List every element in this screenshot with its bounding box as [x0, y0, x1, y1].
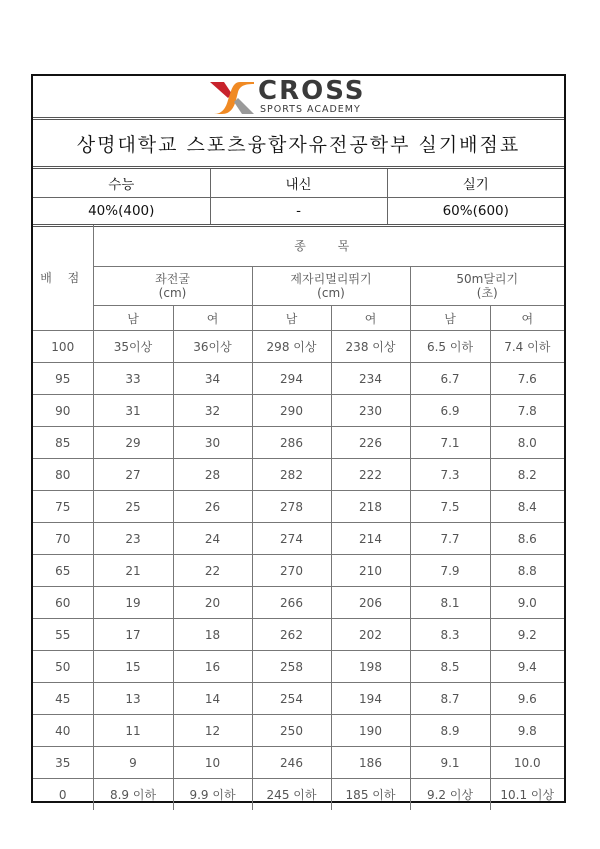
- sex-header: 여: [173, 306, 252, 331]
- table-row: [33, 587, 564, 619]
- score-sheet: [31, 74, 566, 803]
- record-cell: 202: [331, 619, 410, 651]
- score-cell: 85: [33, 427, 93, 459]
- category-header: 종 목: [93, 225, 564, 267]
- record-cell: 7.6: [490, 363, 564, 395]
- sex-header: 남: [410, 306, 490, 331]
- record-cell: 6.7: [410, 363, 490, 395]
- ratio-header-naesin: 내신: [210, 169, 387, 198]
- table-row: [33, 491, 564, 523]
- record-cell: 222: [331, 459, 410, 491]
- record-cell: 25: [93, 491, 173, 523]
- record-cell: 270: [252, 555, 331, 587]
- ratio-header-suneung: 수능: [33, 169, 210, 198]
- record-cell: 7.5: [410, 491, 490, 523]
- record-cell: 9.9 이하: [173, 779, 252, 811]
- record-cell: 13: [93, 683, 173, 715]
- record-cell: 210: [331, 555, 410, 587]
- record-cell: 23: [93, 523, 173, 555]
- event-header-row: [33, 267, 564, 306]
- record-cell: 8.1: [410, 587, 490, 619]
- event-name: 50m달리기: [456, 272, 519, 286]
- record-cell: 32: [173, 395, 252, 427]
- table-row: [33, 523, 564, 555]
- record-cell: 10.0: [490, 747, 564, 779]
- record-cell: 7.1: [410, 427, 490, 459]
- event-header-sit-and-reach: [93, 267, 252, 306]
- record-cell: 21: [93, 555, 173, 587]
- record-cell: 8.4: [490, 491, 564, 523]
- sex-header: 여: [490, 306, 564, 331]
- record-cell: 9.2: [490, 619, 564, 651]
- record-cell: 27: [93, 459, 173, 491]
- record-cell: 282: [252, 459, 331, 491]
- record-cell: 238 이상: [331, 331, 410, 363]
- record-cell: 254: [252, 683, 331, 715]
- page-title: 상명대학교 스포츠융합자유전공학부 실기배점표: [33, 120, 564, 169]
- logo-subtitle: SPORTS ACADEMY: [260, 104, 361, 115]
- record-cell: 18: [173, 619, 252, 651]
- ratio-header-silgi: 실기: [387, 169, 564, 198]
- event-name: 제자리멀리뛰기: [290, 272, 372, 286]
- score-cell: 100: [33, 331, 93, 363]
- table-row: [33, 715, 564, 747]
- record-cell: 17: [93, 619, 173, 651]
- table-row: [33, 651, 564, 683]
- record-cell: 6.9: [410, 395, 490, 427]
- score-cell: 60: [33, 587, 93, 619]
- record-cell: 8.9: [410, 715, 490, 747]
- record-cell: 190: [331, 715, 410, 747]
- score-column-header: 배 점: [33, 225, 93, 331]
- event-unit: (cm): [158, 286, 187, 300]
- table-row: [33, 427, 564, 459]
- record-cell: 8.3: [410, 619, 490, 651]
- record-cell: 7.8: [490, 395, 564, 427]
- logo-row: [33, 76, 564, 120]
- record-cell: 290: [252, 395, 331, 427]
- record-cell: 15: [93, 651, 173, 683]
- score-cell: 45: [33, 683, 93, 715]
- score-cell: 35: [33, 747, 93, 779]
- record-cell: 8.8: [490, 555, 564, 587]
- table-row: [33, 619, 564, 651]
- record-cell: 6.5 이하: [410, 331, 490, 363]
- ratio-value-silgi: 60%(600): [387, 198, 564, 226]
- record-cell: 298 이상: [252, 331, 331, 363]
- record-cell: 9.4: [490, 651, 564, 683]
- score-cell: 80: [33, 459, 93, 491]
- record-cell: 8.7: [410, 683, 490, 715]
- ratio-value-row: [33, 198, 564, 226]
- record-cell: 7.4 이하: [490, 331, 564, 363]
- record-cell: 262: [252, 619, 331, 651]
- record-cell: 10: [173, 747, 252, 779]
- record-cell: 278: [252, 491, 331, 523]
- record-cell: 246: [252, 747, 331, 779]
- record-cell: 9.2 이상: [410, 779, 490, 811]
- record-cell: 9: [93, 747, 173, 779]
- score-table: [33, 225, 564, 810]
- event-unit: (초): [476, 286, 498, 300]
- record-cell: 35이상: [93, 331, 173, 363]
- score-cell: 55: [33, 619, 93, 651]
- table-row: [33, 363, 564, 395]
- score-cell: 40: [33, 715, 93, 747]
- record-cell: 214: [331, 523, 410, 555]
- record-cell: 7.3: [410, 459, 490, 491]
- record-cell: 274: [252, 523, 331, 555]
- record-cell: 258: [252, 651, 331, 683]
- record-cell: 8.0: [490, 427, 564, 459]
- record-cell: 28: [173, 459, 252, 491]
- record-cell: 198: [331, 651, 410, 683]
- event-header-standing-long-jump: [252, 267, 410, 306]
- record-cell: 250: [252, 715, 331, 747]
- score-cell: 65: [33, 555, 93, 587]
- score-cell: 70: [33, 523, 93, 555]
- table-row: [33, 331, 564, 363]
- sex-header-row: [33, 306, 564, 331]
- record-cell: 14: [173, 683, 252, 715]
- record-cell: 29: [93, 427, 173, 459]
- table-row: [33, 779, 564, 811]
- score-cell: 50: [33, 651, 93, 683]
- record-cell: 12: [173, 715, 252, 747]
- record-cell: 26: [173, 491, 252, 523]
- record-cell: 266: [252, 587, 331, 619]
- record-cell: 34: [173, 363, 252, 395]
- record-cell: 294: [252, 363, 331, 395]
- record-cell: 16: [173, 651, 252, 683]
- record-cell: 7.9: [410, 555, 490, 587]
- record-cell: 20: [173, 587, 252, 619]
- cross-sports-academy-logo: [210, 76, 390, 118]
- record-cell: 8.9 이하: [93, 779, 173, 811]
- sex-header: 남: [93, 306, 173, 331]
- table-row: [33, 747, 564, 779]
- record-cell: 9.0: [490, 587, 564, 619]
- record-cell: 234: [331, 363, 410, 395]
- ratio-value-suneung: 40%(400): [33, 198, 210, 226]
- ratio-value-naesin: -: [210, 198, 387, 226]
- record-cell: 22: [173, 555, 252, 587]
- record-cell: 230: [331, 395, 410, 427]
- table-row: [33, 459, 564, 491]
- score-cell: 90: [33, 395, 93, 427]
- record-cell: 11: [93, 715, 173, 747]
- record-cell: 30: [173, 427, 252, 459]
- record-cell: 33: [93, 363, 173, 395]
- ratio-header-row: [33, 169, 564, 198]
- sex-header: 남: [252, 306, 331, 331]
- table-row: [33, 555, 564, 587]
- table-row: [33, 683, 564, 715]
- record-cell: 8.5: [410, 651, 490, 683]
- record-cell: 9.6: [490, 683, 564, 715]
- score-cell: 75: [33, 491, 93, 523]
- table-row: [33, 395, 564, 427]
- record-cell: 9.1: [410, 747, 490, 779]
- event-name: 좌전굴: [155, 272, 190, 286]
- record-cell: 7.7: [410, 523, 490, 555]
- category-header-row: [33, 225, 564, 267]
- record-cell: 186: [331, 747, 410, 779]
- record-cell: 31: [93, 395, 173, 427]
- record-cell: 36이상: [173, 331, 252, 363]
- record-cell: 24: [173, 523, 252, 555]
- event-header-50m-run: [410, 267, 564, 306]
- event-unit: (cm): [317, 286, 345, 300]
- record-cell: 185 이하: [331, 779, 410, 811]
- record-cell: 9.8: [490, 715, 564, 747]
- record-cell: 8.6: [490, 523, 564, 555]
- ratio-table: [33, 169, 564, 227]
- logo-word: CROSS: [258, 76, 366, 106]
- sex-header: 여: [331, 306, 410, 331]
- record-cell: 194: [331, 683, 410, 715]
- record-cell: 245 이하: [252, 779, 331, 811]
- record-cell: 206: [331, 587, 410, 619]
- record-cell: 286: [252, 427, 331, 459]
- score-cell: 95: [33, 363, 93, 395]
- record-cell: 10.1 이상: [490, 779, 564, 811]
- record-cell: 218: [331, 491, 410, 523]
- record-cell: 226: [331, 427, 410, 459]
- score-cell: 0: [33, 779, 93, 811]
- record-cell: 8.2: [490, 459, 564, 491]
- record-cell: 19: [93, 587, 173, 619]
- cross-logo-icon: [210, 80, 254, 116]
